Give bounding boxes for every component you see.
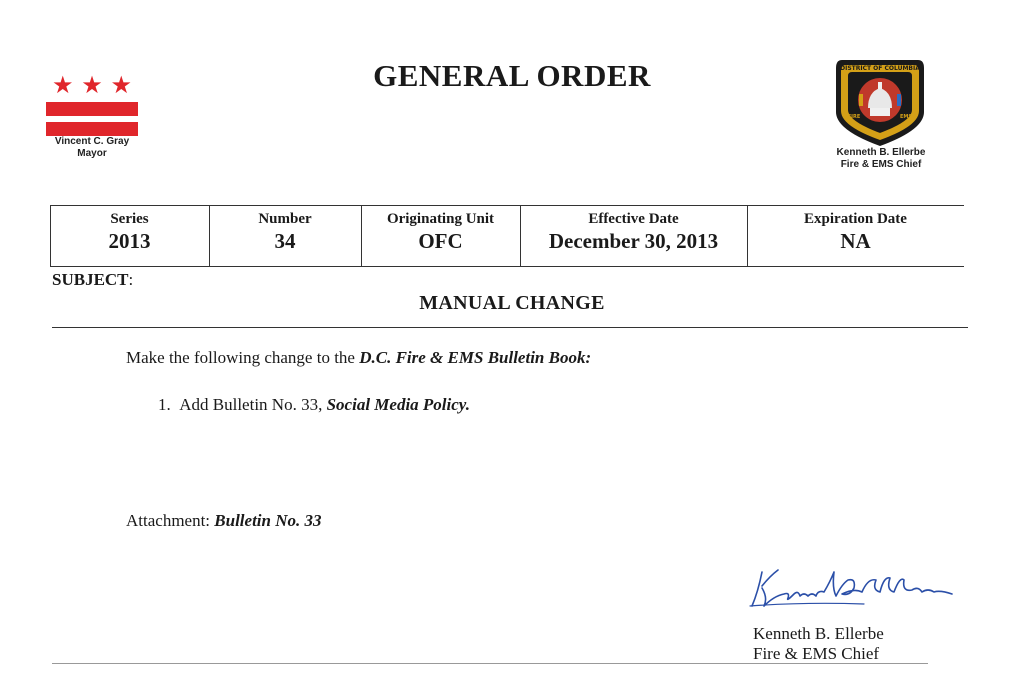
mayor-title: Mayor — [77, 148, 107, 159]
star-icon: ★ — [52, 71, 74, 99]
signer-name: Kenneth B. Ellerbe — [753, 624, 884, 643]
table-cell-effective-date — [520, 210, 747, 254]
svg-text:AND: AND — [872, 132, 888, 139]
svg-text:FIRE: FIRE — [847, 114, 861, 120]
column-value: 34 — [274, 229, 296, 253]
fire-ems-badge-icon — [832, 56, 928, 148]
column-value: December 30, 2013 — [548, 229, 719, 253]
column-header: Effective Date — [588, 211, 679, 227]
flag-bar — [46, 102, 138, 116]
signature-block — [753, 624, 884, 664]
column-header: Series — [110, 211, 149, 227]
table-border-top — [50, 205, 964, 206]
table-cell-originating-unit — [361, 210, 520, 254]
chief-title: Fire & EMS Chief — [840, 159, 922, 170]
svg-text:DISTRICT OF COLUMBIA: DISTRICT OF COLUMBIA — [840, 65, 920, 72]
subject-label: SUBJECT: — [52, 270, 134, 289]
attachment-line: Attachment: Bulletin No. 33 — [126, 511, 322, 530]
column-value: OFC — [418, 229, 463, 253]
table-cell-expiration-date — [747, 210, 964, 254]
table-cell-number — [209, 210, 361, 254]
star-icon: ★ — [81, 71, 103, 99]
list-item-number: 1. — [158, 395, 171, 414]
intro-paragraph: Make the following change to the D.C. Fire & EMS Bulletin Book: — [126, 348, 592, 367]
column-value: NA — [840, 229, 871, 253]
list-item: 1. Add Bulletin No. 33, Social Media Policy. — [158, 395, 470, 414]
table-cell-series — [50, 210, 209, 254]
svg-text:EMS: EMS — [900, 114, 912, 120]
mayor-block — [40, 136, 144, 160]
mayor-name: Vincent C. Gray — [54, 136, 130, 147]
column-value: 2013 — [108, 229, 151, 253]
signature-image — [744, 562, 964, 614]
footer-divider — [52, 663, 928, 664]
signer-title: Fire & EMS Chief — [753, 644, 880, 663]
page-title: GENERAL ORDER — [373, 58, 651, 93]
chief-name: Kenneth B. Ellerbe — [836, 147, 926, 158]
star-icon: ★ — [110, 71, 132, 99]
column-header: Expiration Date — [804, 211, 907, 227]
chief-block — [820, 147, 942, 171]
subject-title: MANUAL CHANGE — [419, 292, 605, 314]
subject-divider — [52, 327, 968, 328]
table-border-bottom — [50, 266, 964, 267]
column-header: Originating Unit — [386, 211, 495, 227]
column-header: Number — [258, 211, 312, 227]
flag-bar — [46, 122, 138, 136]
